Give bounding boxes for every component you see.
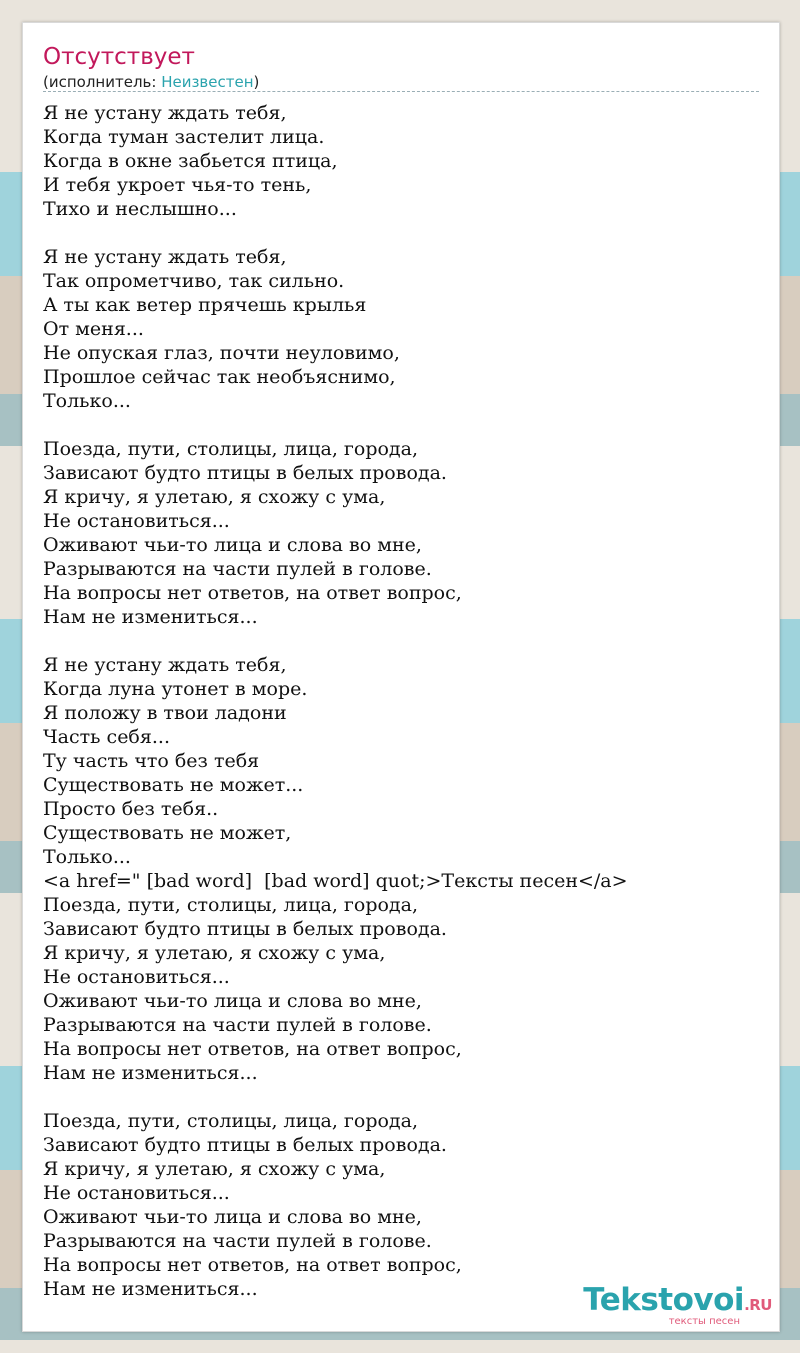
lyric-line: Зависают будто птицы в белых провода. bbox=[43, 918, 447, 940]
artist-suffix: ) bbox=[253, 73, 260, 91]
lyric-line: Я положу в твои ладони bbox=[43, 702, 287, 724]
lyric-line: Не остановиться... bbox=[43, 510, 230, 532]
lyric-line: На вопросы нет ответов, на ответ вопрос, bbox=[43, 1254, 462, 1276]
lyric-line: Нам не измениться... bbox=[43, 1062, 258, 1084]
song-title: Отсутствует bbox=[43, 44, 195, 70]
logo-name: Tekstovoi bbox=[583, 1282, 745, 1318]
lyric-line: Поезда, пути, столицы, лица, города, bbox=[43, 438, 418, 460]
logo-tagline: тексты песен bbox=[668, 1316, 740, 1327]
lyric-line: Нам не измениться... bbox=[43, 606, 258, 628]
lyric-line: Оживают чьи-то лица и слова во мне, bbox=[43, 534, 422, 556]
lyric-line: Ту часть что без тебя bbox=[43, 750, 260, 772]
lyric-line: Когда туман застелит лица. bbox=[43, 126, 325, 148]
lyric-line: Когда в окне забьется птица, bbox=[43, 150, 338, 172]
stanza-break bbox=[43, 221, 628, 245]
lyric-line: Поезда, пути, столицы, лица, города, bbox=[43, 894, 418, 916]
lyric-line: Часть себя... bbox=[43, 726, 170, 748]
logo-suffix: .RU bbox=[744, 1296, 772, 1314]
lyric-line: Тихо и неслышно... bbox=[43, 198, 237, 220]
lyric-line: Когда луна утонет в море. bbox=[43, 678, 308, 700]
lyric-line: <a href=" [bad word] [bad word] quot;>Тексты песен</a> bbox=[43, 870, 628, 892]
lyric-line: Так опрометчиво, так сильно. bbox=[43, 270, 345, 292]
artist-prefix: (исполнитель: bbox=[43, 73, 162, 91]
artist-link[interactable]: Неизвестен bbox=[161, 73, 254, 91]
lyric-line: Только... bbox=[43, 846, 131, 868]
lyric-line: Поезда, пути, столицы, лица, города, bbox=[43, 1110, 418, 1132]
site-logo[interactable] bbox=[583, 1283, 772, 1327]
lyric-line: Не остановиться... bbox=[43, 966, 230, 988]
stanza-break bbox=[43, 1085, 628, 1109]
lyric-line: На вопросы нет ответов, на ответ вопрос, bbox=[43, 1038, 462, 1060]
lyric-line: Оживают чьи-то лица и слова во мне, bbox=[43, 990, 422, 1012]
header-divider bbox=[43, 91, 759, 92]
lyric-line: А ты как ветер прячешь крылья bbox=[43, 294, 367, 316]
lyric-line: Прошлое сейчас так необъяснимо, bbox=[43, 366, 396, 388]
lyric-line: Я не устану ждать тебя, bbox=[43, 654, 287, 676]
lyric-line: Разрываются на части пулей в голове. bbox=[43, 558, 432, 580]
lyric-line: Только... bbox=[43, 390, 131, 412]
lyric-line: Я не устану ждать тебя, bbox=[43, 246, 287, 268]
lyric-line: От меня... bbox=[43, 318, 144, 340]
lyric-line: Я кричу, я улетаю, я схожу с ума, bbox=[43, 1158, 386, 1180]
lyrics-text bbox=[43, 101, 628, 1301]
lyric-line: Просто без тебя.. bbox=[43, 798, 219, 820]
lyric-line: Не остановиться... bbox=[43, 1182, 230, 1204]
stanza-break bbox=[43, 413, 628, 437]
lyric-line: Нам не измениться... bbox=[43, 1278, 258, 1300]
lyric-line: Оживают чьи-то лица и слова во мне, bbox=[43, 1206, 422, 1228]
lyric-line: Я кричу, я улетаю, я схожу с ума, bbox=[43, 486, 386, 508]
stanza-break bbox=[43, 629, 628, 653]
lyric-line: Я не устану ждать тебя, bbox=[43, 102, 287, 124]
lyric-line: Не опуская глаз, почти неуловимо, bbox=[43, 342, 400, 364]
artist-line bbox=[43, 72, 759, 92]
lyrics-card bbox=[22, 22, 780, 1332]
lyric-line: На вопросы нет ответов, на ответ вопрос, bbox=[43, 582, 462, 604]
lyric-line: Зависают будто птицы в белых провода. bbox=[43, 462, 447, 484]
song-header bbox=[43, 42, 759, 92]
lyric-line: Существовать не может, bbox=[43, 822, 292, 844]
lyric-line: Разрываются на части пулей в голове. bbox=[43, 1014, 432, 1036]
lyric-line: Зависают будто птицы в белых провода. bbox=[43, 1134, 447, 1156]
lyric-line: Существовать не может... bbox=[43, 774, 304, 796]
lyric-line: Я кричу, я улетаю, я схожу с ума, bbox=[43, 942, 386, 964]
lyric-line: И тебя укроет чья-то тень, bbox=[43, 174, 312, 196]
lyric-line: Разрываются на части пулей в голове. bbox=[43, 1230, 432, 1252]
